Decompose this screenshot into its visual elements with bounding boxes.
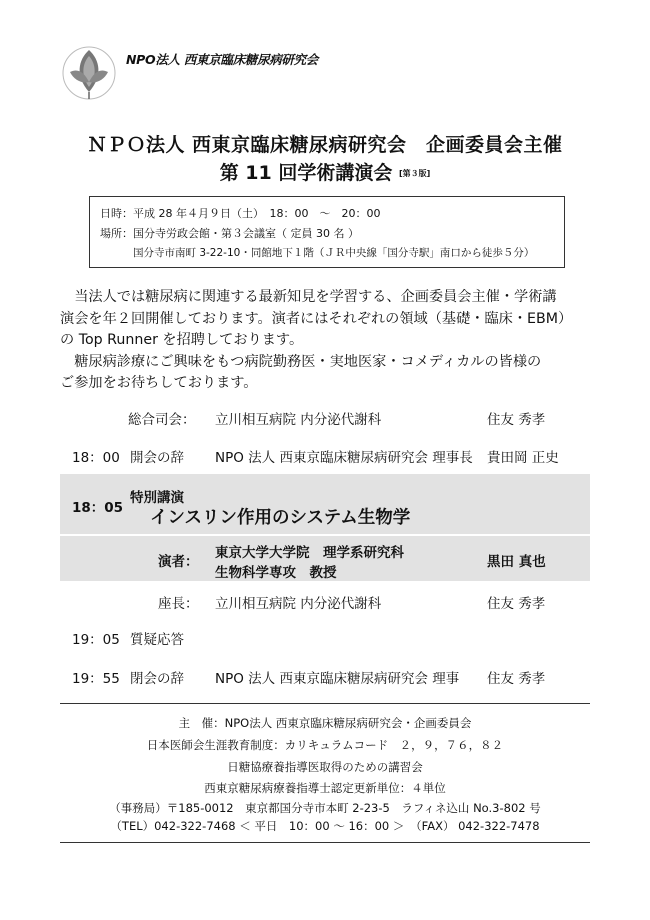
closing-name: 住友 秀孝 <box>487 671 546 687</box>
closing-item: 閉会の辞 <box>130 671 184 687</box>
closing-time: 19：55 <box>72 671 120 687</box>
opening-time: 18：00 <box>72 450 120 466</box>
qa-item: 質疑応答 <box>130 632 184 648</box>
chair-name: 住友 秀孝 <box>487 596 546 612</box>
opening-name: 貴田岡 正史 <box>487 450 559 466</box>
closing-affiliation: NPO 法人 西東京臨床糖尿病研究会 理事 <box>215 671 460 687</box>
speaker-label: 演者： <box>158 554 199 570</box>
event-title-line1: ＮＰＯ法人 西東京臨床糖尿病研究会 企画委員会主催 <box>87 134 563 156</box>
footer-organizer: 主 催：NPO法人 西東京臨床糖尿病研究会・企画委員会 <box>178 716 472 730</box>
intro-text <box>60 287 600 395</box>
footer-jds: 日糖協療養指導医取得のための講習会 <box>227 760 423 774</box>
intro-line: の Top Runner を招聘しております。 <box>60 332 304 348</box>
footer-certification: 西東京糖尿病療養指導士認定更新単位：４単位 <box>204 781 446 795</box>
footer-cme: 日本医師会生涯教育制度：カリキュラムコード ２，９，７６，８２ <box>146 738 504 752</box>
intro-line: 糖尿病診療にご興味をもつ病院勤務医・実地医家・コメディカルの皆様の <box>60 353 542 370</box>
event-address: 国分寺市南町 3-22-10・同館地下１階（ＪＲ中央線「国分寺駅」南口から徒歩５分） <box>133 247 535 259</box>
speaker-name: 黒田 真也 <box>487 554 546 570</box>
event-info-box <box>89 196 565 268</box>
event-title: 第 11 回学術講演会 <box>219 162 393 184</box>
event-date: 日時：平成 28 年４月９日（土） 18：00 ～ 20：00 <box>100 207 381 220</box>
event-venue: 場所：国分寺労政会館・第３会議室（ 定員 30 名 ） <box>100 227 359 240</box>
intro-line: ご参加をお待ちしております。 <box>60 375 258 391</box>
edition-label: [第３版] <box>398 169 431 178</box>
opening-item: 開会の辞 <box>130 450 184 466</box>
event-title-line2 <box>0 158 650 185</box>
qa-time: 19：05 <box>72 632 120 648</box>
opening-affiliation: NPO 法人 西東京臨床糖尿病研究会 理事長 <box>215 450 473 466</box>
divider-top <box>60 703 590 704</box>
lecture-time: 18：05 <box>72 500 124 516</box>
speaker-affiliation-2: 生物科学専攻 教授 <box>215 565 337 581</box>
lecture-label: 特別講演 <box>130 490 184 506</box>
intro-line: 演会を年２回開催しております。演者にはそれぞれの領域（基礎・臨床・EBM） <box>60 310 573 327</box>
footer-office: （事務局）〒185-0012 東京都国分寺市本町 2-23-5 ラフィネ込山 No.3-802 号 <box>109 801 541 815</box>
intro-line: 当法人では糖尿病に関連する最新知見を学習する、企画委員会主催・学術講 <box>60 289 557 305</box>
speaker-affiliation-1: 東京大学大学院 理学系研究科 <box>215 545 404 561</box>
moderator-name: 住友 秀孝 <box>487 412 546 428</box>
divider-bottom <box>60 842 590 843</box>
moderator-role: 総合司会： <box>128 412 196 428</box>
chair-role: 座長： <box>158 596 199 612</box>
moderator-affiliation: 立川相互病院 内分泌代謝科 <box>215 412 382 428</box>
chair-affiliation: 立川相互病院 内分泌代謝科 <box>215 596 382 612</box>
lecture-title: インスリン作用のシステム生物学 <box>150 508 411 528</box>
organization-logo <box>58 42 120 104</box>
organization-name: NPO法人 西東京臨床糖尿病研究会 <box>126 52 319 67</box>
footer-contact: （TEL）042-322-7468 ＜ 平日 10：00 ～ 16：00 ＞ （FAX） 042-322-7478 <box>110 819 540 833</box>
